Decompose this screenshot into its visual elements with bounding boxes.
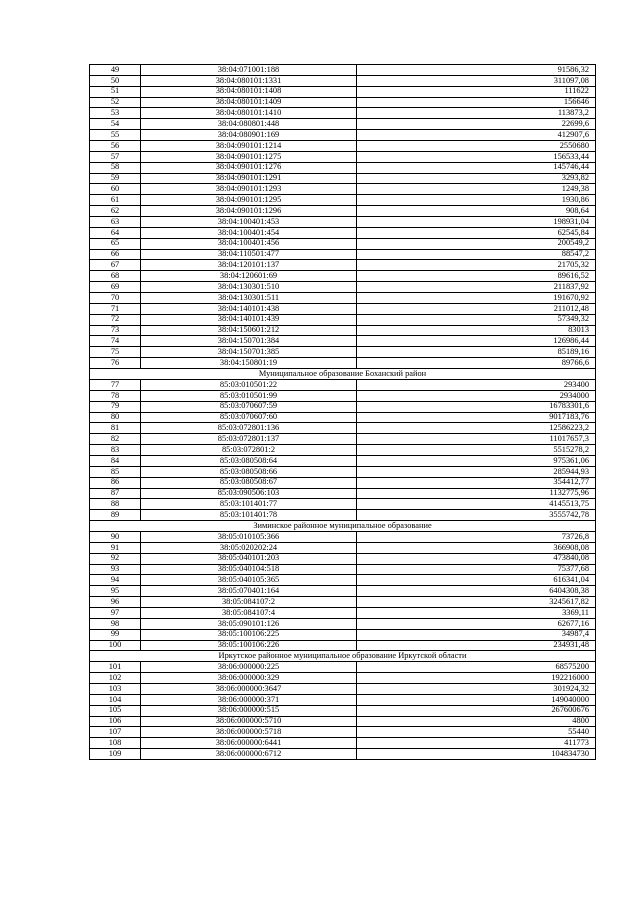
table-row [90, 347, 596, 358]
cadastral-number: 38:04:080101:1409 [141, 97, 357, 108]
table-row [90, 455, 596, 466]
cadastral-number: 38:05:090101:126 [141, 618, 357, 629]
row-number: 75 [90, 347, 141, 358]
cadastral-number: 38:04:150701:384 [141, 336, 357, 347]
row-number: 68 [90, 271, 141, 282]
cadastral-number: 85:03:080508:67 [141, 477, 357, 488]
table-row [90, 162, 596, 173]
row-number: 109 [90, 749, 141, 760]
table-row [90, 260, 596, 271]
cadastral-value: 68575200 [357, 662, 596, 673]
cadastral-value: 4145513,75 [357, 499, 596, 510]
cadastral-value: 3245617,82 [357, 597, 596, 608]
row-number: 108 [90, 738, 141, 749]
table-row [90, 325, 596, 336]
cadastral-number: 38:04:110501:477 [141, 249, 357, 260]
cadastral-number: 38:05:084107:4 [141, 607, 357, 618]
cadastral-number: 38:04:150601:212 [141, 325, 357, 336]
row-number: 67 [90, 260, 141, 271]
row-number: 57 [90, 151, 141, 162]
row-number: 65 [90, 238, 141, 249]
cadastral-number: 38:04:090101:1291 [141, 173, 357, 184]
row-number: 102 [90, 673, 141, 684]
cadastral-value: 975361,06 [357, 455, 596, 466]
cadastral-value: 6404308,38 [357, 586, 596, 597]
cadastral-value: 111622 [357, 86, 596, 97]
row-number: 87 [90, 488, 141, 499]
cadastral-number: 38:04:071001:188 [141, 65, 357, 76]
cadastral-value: 412907,6 [357, 130, 596, 141]
row-number: 60 [90, 184, 141, 195]
table-row [90, 564, 596, 575]
cadastral-value: 211837,92 [357, 282, 596, 293]
row-number: 96 [90, 597, 141, 608]
table-row [90, 597, 596, 608]
cadastral-value: 85189,16 [357, 347, 596, 358]
row-number: 85 [90, 466, 141, 477]
table-row [90, 412, 596, 423]
cadastral-value: 62677,16 [357, 618, 596, 629]
cadastral-value: 89766,6 [357, 358, 596, 369]
cadastral-value: 16783301,6 [357, 401, 596, 412]
row-number: 74 [90, 336, 141, 347]
row-number: 49 [90, 65, 141, 76]
cadastral-number: 38:05:100106:226 [141, 640, 357, 651]
cadastral-value: 3555742,78 [357, 510, 596, 521]
table-row [90, 694, 596, 705]
row-number: 55 [90, 130, 141, 141]
cadastral-value: 366908,08 [357, 542, 596, 553]
cadastral-number: 38:05:084107:2 [141, 597, 357, 608]
cadastral-value: 88547,2 [357, 249, 596, 260]
row-number: 90 [90, 531, 141, 542]
cadastral-number: 38:06:000000:371 [141, 694, 357, 705]
cadastral-value: 616341,04 [357, 575, 596, 586]
cadastral-number: 38:06:000000:3647 [141, 683, 357, 694]
cadastral-number: 38:04:090101:1293 [141, 184, 357, 195]
section-header-row [90, 521, 596, 532]
table-row [90, 738, 596, 749]
row-number: 70 [90, 293, 141, 304]
row-number: 107 [90, 727, 141, 738]
row-number: 64 [90, 227, 141, 238]
row-number: 56 [90, 141, 141, 152]
cadastral-value: 3293,82 [357, 173, 596, 184]
cadastral-value: 73726,8 [357, 531, 596, 542]
row-number: 73 [90, 325, 141, 336]
cadastral-number: 38:04:100401:453 [141, 217, 357, 228]
table-row [90, 206, 596, 217]
row-number: 97 [90, 607, 141, 618]
table-row [90, 531, 596, 542]
cadastral-value: 211012,48 [357, 303, 596, 314]
cadastral-number: 38:04:090101:1296 [141, 206, 357, 217]
row-number: 83 [90, 445, 141, 456]
row-number: 88 [90, 499, 141, 510]
table-row [90, 683, 596, 694]
cadastral-value: 908,64 [357, 206, 596, 217]
table-row [90, 510, 596, 521]
cadastral-number: 85:03:072801:2 [141, 445, 357, 456]
row-number: 101 [90, 662, 141, 673]
cadastral-number: 85:03:080508:66 [141, 466, 357, 477]
row-number: 71 [90, 303, 141, 314]
table-row [90, 542, 596, 553]
table-row [90, 477, 596, 488]
cadastral-number: 85:03:072801:136 [141, 423, 357, 434]
cadastral-value: 91586,32 [357, 65, 596, 76]
row-number: 106 [90, 716, 141, 727]
cadastral-number: 38:04:080101:1408 [141, 86, 357, 97]
row-number: 52 [90, 97, 141, 108]
cadastral-value: 145746,44 [357, 162, 596, 173]
row-number: 79 [90, 401, 141, 412]
cadastral-number: 38:06:000000:515 [141, 705, 357, 716]
cadastral-value: 3369,11 [357, 607, 596, 618]
cadastral-number: 38:06:000000:6441 [141, 738, 357, 749]
row-number: 82 [90, 434, 141, 445]
row-number: 80 [90, 412, 141, 423]
cadastral-number: 85:03:101401:77 [141, 499, 357, 510]
table-row [90, 553, 596, 564]
table-row [90, 271, 596, 282]
table-row [90, 217, 596, 228]
cadastral-value: 5515278,2 [357, 445, 596, 456]
cadastral-value: 311097,08 [357, 75, 596, 86]
cadastral-value: 234931,48 [357, 640, 596, 651]
row-number: 103 [90, 683, 141, 694]
cadastral-number: 85:03:080508:64 [141, 455, 357, 466]
cadastral-value: 22699,6 [357, 119, 596, 130]
row-number: 62 [90, 206, 141, 217]
cadastral-number: 38:04:100401:456 [141, 238, 357, 249]
section-title: Зиминское районное муниципальное образование [90, 521, 596, 532]
row-number: 54 [90, 119, 141, 130]
cadastral-value: 126986,44 [357, 336, 596, 347]
cadastral-number: 38:04:150701:385 [141, 347, 357, 358]
cadastral-number: 38:04:090101:1276 [141, 162, 357, 173]
row-number: 100 [90, 640, 141, 651]
cadastral-number: 38:04:080101:1331 [141, 75, 357, 86]
cadastral-number: 38:04:090101:1275 [141, 151, 357, 162]
row-number: 86 [90, 477, 141, 488]
table-row [90, 716, 596, 727]
table-row [90, 379, 596, 390]
row-number: 91 [90, 542, 141, 553]
table-row [90, 640, 596, 651]
row-number: 63 [90, 217, 141, 228]
cadastral-value-table [89, 64, 596, 760]
table-row [90, 238, 596, 249]
row-number: 81 [90, 423, 141, 434]
cadastral-value: 75377,68 [357, 564, 596, 575]
cadastral-value: 354412,77 [357, 477, 596, 488]
cadastral-number: 38:06:000000:6712 [141, 749, 357, 760]
cadastral-value: 11017657,3 [357, 434, 596, 445]
cadastral-number: 38:06:000000:225 [141, 662, 357, 673]
cadastral-number: 38:04:100401:454 [141, 227, 357, 238]
cadastral-number: 38:05:100106:225 [141, 629, 357, 640]
cadastral-value: 2934000 [357, 390, 596, 401]
table-row [90, 151, 596, 162]
table-row [90, 227, 596, 238]
table-row [90, 705, 596, 716]
table-row [90, 618, 596, 629]
cadastral-value: 198931,04 [357, 217, 596, 228]
cadastral-number: 38:06:000000:329 [141, 673, 357, 684]
cadastral-value: 156533,44 [357, 151, 596, 162]
cadastral-number: 38:04:080901:169 [141, 130, 357, 141]
table-row [90, 282, 596, 293]
table-row [90, 108, 596, 119]
row-number: 76 [90, 358, 141, 369]
cadastral-number: 38:04:080101:1410 [141, 108, 357, 119]
table-row [90, 119, 596, 130]
cadastral-value: 301924,32 [357, 683, 596, 694]
table-row [90, 75, 596, 86]
cadastral-value: 89616,52 [357, 271, 596, 282]
table-row [90, 293, 596, 304]
section-header-row [90, 369, 596, 380]
cadastral-value: 83013 [357, 325, 596, 336]
cadastral-number: 38:04:140101:438 [141, 303, 357, 314]
section-title: Муниципальное образование Боханский район [90, 369, 596, 380]
cadastral-value: 55440 [357, 727, 596, 738]
cadastral-number: 38:04:090101:1214 [141, 141, 357, 152]
table-row [90, 97, 596, 108]
table-row [90, 727, 596, 738]
row-number: 77 [90, 379, 141, 390]
table-row [90, 629, 596, 640]
cadastral-value: 156646 [357, 97, 596, 108]
cadastral-number: 38:05:070401:164 [141, 586, 357, 597]
cadastral-number: 85:03:010501:22 [141, 379, 357, 390]
row-number: 78 [90, 390, 141, 401]
row-number: 58 [90, 162, 141, 173]
cadastral-number: 38:04:130301:511 [141, 293, 357, 304]
cadastral-number: 38:05:040101:203 [141, 553, 357, 564]
row-number: 99 [90, 629, 141, 640]
cadastral-value: 1930,86 [357, 195, 596, 206]
cadastral-number: 38:04:140101:439 [141, 314, 357, 325]
row-number: 104 [90, 694, 141, 705]
table-row [90, 662, 596, 673]
cadastral-number: 38:06:000000:5710 [141, 716, 357, 727]
cadastral-number: 85:03:101401:78 [141, 510, 357, 521]
cadastral-value: 267600676 [357, 705, 596, 716]
cadastral-value: 149040000 [357, 694, 596, 705]
table-row [90, 303, 596, 314]
table-row [90, 466, 596, 477]
cadastral-value: 473840,08 [357, 553, 596, 564]
table-row [90, 575, 596, 586]
cadastral-value: 62545,84 [357, 227, 596, 238]
table-row [90, 499, 596, 510]
table-row [90, 445, 596, 456]
cadastral-number: 38:05:010105:366 [141, 531, 357, 542]
cadastral-value: 1249,38 [357, 184, 596, 195]
cadastral-value: 34987,4 [357, 629, 596, 640]
cadastral-value: 4800 [357, 716, 596, 727]
cadastral-value: 192216000 [357, 673, 596, 684]
cadastral-value: 1132775,96 [357, 488, 596, 499]
cadastral-value: 200549,2 [357, 238, 596, 249]
row-number: 95 [90, 586, 141, 597]
cadastral-number: 38:04:120101:137 [141, 260, 357, 271]
table-row [90, 249, 596, 260]
table-row [90, 195, 596, 206]
row-number: 93 [90, 564, 141, 575]
cadastral-number: 85:03:070607:59 [141, 401, 357, 412]
table-row [90, 607, 596, 618]
table-row [90, 141, 596, 152]
table-row [90, 86, 596, 97]
table-body [90, 65, 596, 760]
table-row [90, 390, 596, 401]
table-row [90, 401, 596, 412]
table-row [90, 314, 596, 325]
cadastral-value: 285944,93 [357, 466, 596, 477]
cadastral-number: 85:03:090506:103 [141, 488, 357, 499]
row-number: 94 [90, 575, 141, 586]
table-row [90, 130, 596, 141]
table-row [90, 673, 596, 684]
cadastral-number: 85:03:072801:137 [141, 434, 357, 445]
row-number: 66 [90, 249, 141, 260]
cadastral-value: 9017183,76 [357, 412, 596, 423]
row-number: 98 [90, 618, 141, 629]
row-number: 105 [90, 705, 141, 716]
cadastral-number: 38:04:090101:1295 [141, 195, 357, 206]
row-number: 53 [90, 108, 141, 119]
cadastral-number: 38:06:000000:5718 [141, 727, 357, 738]
table-row [90, 184, 596, 195]
table-row [90, 586, 596, 597]
table-row [90, 173, 596, 184]
table-row [90, 434, 596, 445]
section-header-row [90, 651, 596, 662]
row-number: 69 [90, 282, 141, 293]
cadastral-number: 38:05:040105:365 [141, 575, 357, 586]
cadastral-value: 411773 [357, 738, 596, 749]
table-row [90, 358, 596, 369]
row-number: 59 [90, 173, 141, 184]
cadastral-value: 113873,2 [357, 108, 596, 119]
cadastral-value: 2550680 [357, 141, 596, 152]
cadastral-value: 12586223,2 [357, 423, 596, 434]
row-number: 84 [90, 455, 141, 466]
row-number: 89 [90, 510, 141, 521]
table-row [90, 423, 596, 434]
row-number: 61 [90, 195, 141, 206]
cadastral-value: 191670,92 [357, 293, 596, 304]
cadastral-number: 38:04:130301:510 [141, 282, 357, 293]
cadastral-value: 21705,32 [357, 260, 596, 271]
cadastral-number: 38:05:020202:24 [141, 542, 357, 553]
row-number: 51 [90, 86, 141, 97]
cadastral-number: 38:04:150801:19 [141, 358, 357, 369]
cadastral-value: 57349,32 [357, 314, 596, 325]
cadastral-number: 38:04:080801:448 [141, 119, 357, 130]
cadastral-value: 104834730 [357, 749, 596, 760]
row-number: 92 [90, 553, 141, 564]
row-number: 72 [90, 314, 141, 325]
row-number: 50 [90, 75, 141, 86]
table-row [90, 336, 596, 347]
table-row [90, 749, 596, 760]
section-title: Иркутское районное муниципальное образование Иркутской области [90, 651, 596, 662]
cadastral-number: 85:03:010501:99 [141, 390, 357, 401]
cadastral-value: 293400 [357, 379, 596, 390]
cadastral-number: 38:05:040104:518 [141, 564, 357, 575]
table-row [90, 488, 596, 499]
cadastral-number: 38:04:120601:69 [141, 271, 357, 282]
table-row [90, 65, 596, 76]
cadastral-number: 85:03:070607:60 [141, 412, 357, 423]
